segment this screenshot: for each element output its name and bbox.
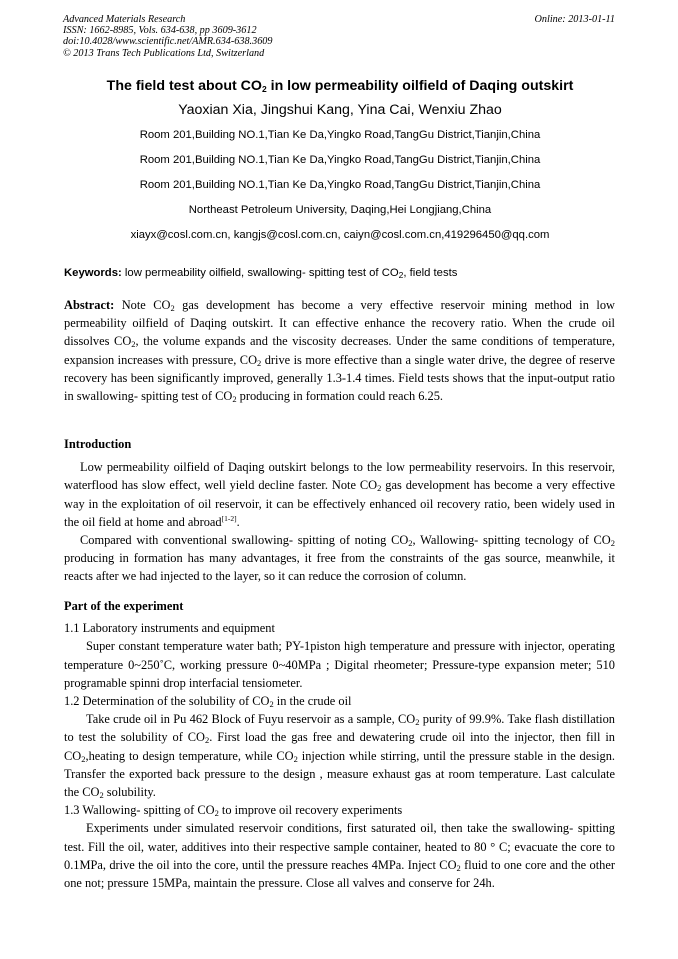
- affiliation-1: Room 201,Building NO.1,Tian Ke Da,Yingko Road,TangGu District,Tianjin,China: [139, 129, 541, 141]
- introduction-paragraph-1: Low permeability oilfield of Daqing outskirt belongs to the low permeability reservoirs. In this reservoir, waterflood has slow effect, well yield decline faster. Note $CO_2$ gas development has become a very effective way in the exploitation of oil reservoir, it can be effectively enhanced oil recovery ratio, been widely used in the oil field at home and abroad[1-2].: [64, 460, 615, 529]
- online-date: Online: 2013-01-11: [534, 14, 615, 25]
- subsection-1-1-title: 1.1 Laboratory instruments and equipment: [64, 621, 275, 636]
- experiment-heading: Part of the experiment: [64, 599, 184, 613]
- subsection-1-3-title: 1.3 Wallowing- spitting of $CO_2$ to improve oil recovery experiments: [64, 803, 403, 819]
- affiliation-4: Northeast Petroleum University, Daqing,Hei Longjiang,China: [188, 204, 492, 216]
- abstract-label: Abstract:: [64, 298, 115, 312]
- issn-line: ISSN: 1662-8985, Vols. 634-638, pp 3609-3612: [63, 25, 257, 37]
- doi-line: doi:10.4028/www.scientific.net/AMR.634-638.3609: [63, 36, 273, 48]
- introduction-paragraph-2: Compared with conventional swallowing- spitting of noting $CO_2$, Wallowing- spitting tecnology of $CO_2$ producing in formation has many advantages, it free from the constraints of the gas source, meanwhile, it reacts after we had injected to the layer, so it can reduce the corrosion of column.: [64, 533, 615, 584]
- affiliation-2: Room 201,Building NO.1,Tian Ke Da,Yingko Road,TangGu District,Tianjin,China: [139, 154, 541, 166]
- author-emails: xiayx@cosl.com.cn, kangjs@cosl.com.cn, caiyn@cosl.com.cn,419296450@qq.com: [130, 229, 550, 241]
- abstract: Abstract: Note $CO_2$ gas development has become a very effective reservoir mining method in low permeability oilfield of Daqing outskirt. It can effective enhance the recovery ratio. When the crude oil dissolves $CO_2$, the volume expands and the viscosity decreases. Under the same conditions of temperature, expansion increases with pressure, $CO_2$ drive is more effective than a single water drive, the degree of reserve recovery has been significantly improved, generally 1.3-1.4 times. Field tests shows that the input-output ratio in swallowing- spitting test of $CO_2$ producing in formation could reach 6.25.: [64, 298, 615, 405]
- paper-title: The field test about $CO_2$ in low permeability oilfield of Daqing outskirt: [106, 78, 574, 94]
- introduction-heading: Introduction: [64, 437, 132, 451]
- keywords: Keywords: low permeability oilfield, swallowing- spitting test of $CO_2$, field tests: [64, 267, 458, 280]
- introduction-section: [64, 435, 615, 586]
- experiment-section: [64, 597, 615, 892]
- subsection-1-3-text: Experiments under simulated reservoir conditions, first saturated oil, then take the swallowing- spitting test. Fill the oil, water, additives into their respective sample container, heated to 80 ° C; evacuate the core to 0.1MPa, drive the oil into the core, until the pressure reaches 4MPa. Inject $CO_2$ fluid to one core and the other one not; pressure 15MPa, maintain the pressure. Close all valves and conserve for 24h.: [64, 821, 615, 891]
- journal-header: [63, 14, 615, 59]
- journal-name: Advanced Materials Research: [63, 14, 186, 25]
- subsection-1-1-text: Super constant temperature water bath; PY-1piston high temperature and pressure with injector, operating temperature 0~250˚C, working pressure 0~40MPa ; Digital rheometer; Pressure-type expansion meter; 510 programable spinni drop interfacial tensiometer.: [64, 639, 615, 690]
- copyright-line: © 2013 Trans Tech Publications Ltd, Switzerland: [63, 47, 265, 59]
- subsection-1-2-text: Take crude oil in Pu 462 Block of Fuyu reservoir as a sample, $CO_2$ purity of 99.9%. Take flash distillation to test the solubility of $CO_2$. First load the gas free and dewatering crude oil into the injector, then fill in $CO_2,heating$ to design temperature, while $CO_2$ injection while stirring, until the pressure stable in the design. Transfer the exported back pressure to the design , measure exhaust gas at room temperature. Last calculate the $CO_2$ solubility.: [64, 712, 616, 801]
- subsection-1-2-title: 1.2 Determination of the solubility of $CO_2$ in the crude oil: [64, 694, 352, 710]
- affiliation-3: Room 201,Building NO.1,Tian Ke Da,Yingko Road,TangGu District,Tianjin,China: [139, 179, 541, 191]
- author-list: Yaoxian Xia, Jingshui Kang, Yina Cai, Wenxiu Zhao: [178, 102, 502, 118]
